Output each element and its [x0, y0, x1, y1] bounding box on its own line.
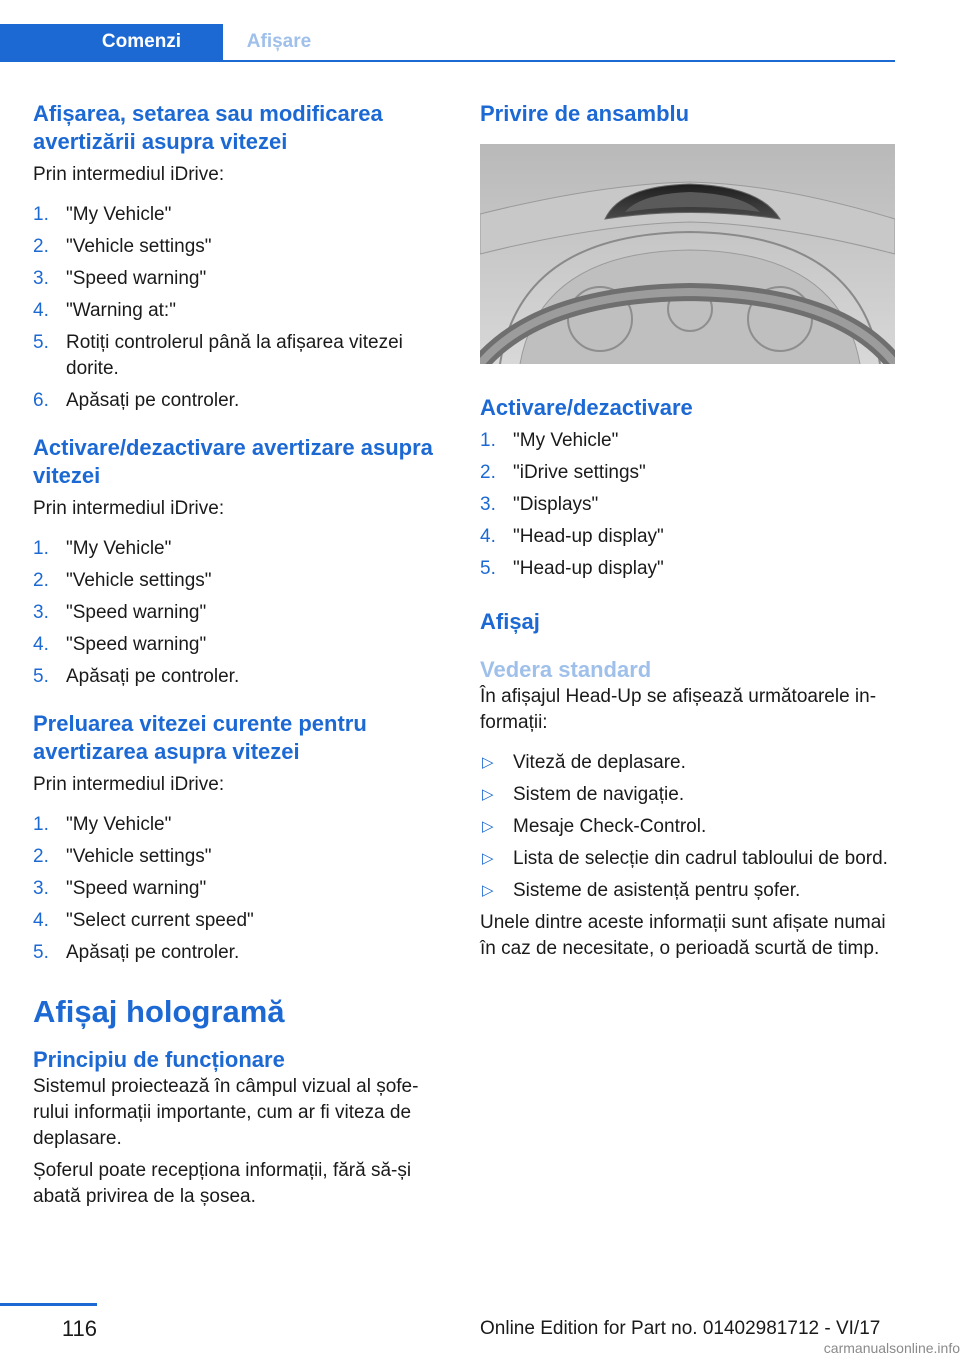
section-intro: Prin intermediul iDrive:: [33, 774, 225, 795]
list-item: 3. "Speed warning": [33, 602, 207, 623]
watermark[interactable]: carmanualsonline.info: [823, 1340, 960, 1356]
list-item: ▷ Mesaje Check-Control.: [480, 814, 895, 840]
list-item: 4. "Speed warning": [33, 634, 207, 655]
section-title-current-speed: Preluarea vitezei curente pentru avertizarea asupra vitezei: [33, 711, 367, 764]
right-column: [480, 100, 895, 962]
triangle-bullet-icon: ▷: [482, 786, 494, 803]
list-item: 2. "Vehicle settings": [33, 236, 212, 257]
body-paragraph: Șoferul poate recepționa informații, fără să-și abată privirea de la șosea.: [33, 1160, 412, 1207]
list-item: 1. "My Vehicle": [33, 538, 172, 559]
list-item: 4. "Warning at:": [33, 300, 176, 321]
list-item: ▷ Sisteme de asistență pentru șofer.: [480, 878, 895, 904]
list-item: 5. Apăsați pe controler.: [33, 666, 240, 687]
list-item: ▷ Lista de selecție din cadrul tabloului de bord.: [480, 846, 895, 872]
triangle-bullet-icon: ▷: [482, 754, 494, 771]
list-item: 1. "My Vehicle": [33, 204, 172, 225]
section-title-speed-warning-setting: Afișarea, setarea sau modificarea avertizării asupra vitezei: [33, 101, 383, 154]
list-item: 2. "Vehicle settings": [33, 570, 212, 591]
page-number: 116: [61, 1316, 97, 1341]
list-item: 2. "Vehicle settings": [33, 846, 212, 867]
section-title-overview: Privire de ansamblu: [480, 101, 690, 126]
dashboard-illustration-icon: [480, 144, 895, 364]
steps-list-3: [33, 812, 448, 966]
steps-list-2: [33, 536, 448, 690]
head-up-display-illustration: [480, 144, 895, 364]
steps-list-4: [480, 428, 895, 582]
list-item: 5. Apăsați pe controler.: [33, 942, 240, 963]
list-item: ▷ Sistem de navigație.: [480, 782, 895, 808]
footer-accent-bar: [0, 1303, 97, 1306]
list-item: 3. "Speed warning": [33, 878, 207, 899]
list-item: ▷ Viteză de deplasare.: [480, 750, 895, 776]
section-title-display: Afișaj: [480, 609, 540, 634]
body-paragraph: Unele dintre aceste informații sunt afișate numai în caz de necesitate, o perioadă scurtă de timp.: [480, 912, 886, 959]
list-item: 1. "My Vehicle": [33, 814, 172, 835]
body-paragraph: Sistemul proiectează în câmpul vizual al șoferului informații importante, cum ar fi viteza de deplasare.: [33, 1076, 419, 1149]
header-tabbar: [0, 24, 895, 62]
tab-comenzi[interactable]: Comenzi: [0, 24, 223, 60]
list-item: 6. Apăsați pe controler.: [33, 390, 240, 411]
triangle-bullet-icon: ▷: [482, 850, 494, 867]
list-item: 3. "Speed warning": [33, 268, 207, 289]
list-item: 1. "My Vehicle": [480, 430, 619, 451]
section-intro: Prin intermediul iDrive:: [33, 498, 225, 519]
section-intro: Prin intermediul iDrive:: [33, 164, 225, 185]
list-item: 2. "iDrive settings": [480, 462, 646, 483]
tab-afisare[interactable]: Afișare: [223, 24, 335, 60]
left-column: [33, 100, 448, 1210]
chapter-title: Afișaj hologramă: [33, 994, 285, 1029]
list-item: 3. "Displays": [480, 494, 599, 515]
list-item: 5. "Head-up display": [480, 558, 664, 579]
edition-label: Online Edition for Part no. 01402981712 - VI/17: [480, 1318, 881, 1339]
section-title-activation: Activare/dezactivare: [480, 395, 693, 420]
steps-list-1: [33, 202, 448, 414]
body-paragraph: În afișajul Head-Up se afișează următoarele informații:: [480, 686, 877, 733]
bullet-list: [480, 750, 895, 904]
section-title-principle: Principiu de funcționare: [33, 1047, 285, 1072]
triangle-bullet-icon: ▷: [482, 882, 494, 899]
triangle-bullet-icon: ▷: [482, 818, 494, 835]
section-title-speed-warning-toggle: Activare/dezactivare avertizare asupra vitezei: [33, 435, 433, 488]
subsection-title-standard-view: Vedera standard: [480, 657, 652, 682]
list-item: 4. "Head-up display": [480, 526, 664, 547]
list-item: 5. Rotiți controlerul până la afișarea vitezei dorite.: [33, 332, 403, 379]
list-item: 4. "Select current speed": [33, 910, 254, 931]
